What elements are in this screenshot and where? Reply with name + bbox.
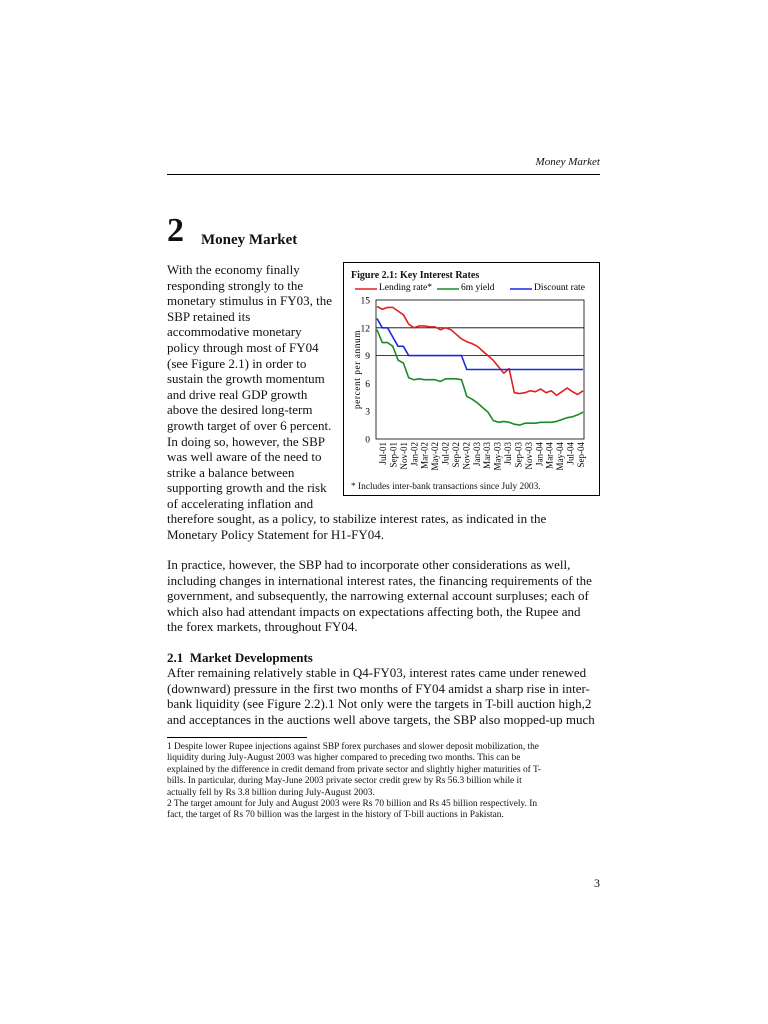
x-tick-label: Nov-01 (398, 442, 409, 470)
series-line-discount-rate (377, 319, 583, 370)
x-tick-label: Jan-02 (409, 442, 420, 466)
figure-title: Figure 2.1: Key Interest Rates (351, 270, 480, 281)
x-tick-label: Nov-02 (461, 442, 472, 470)
footnote-line: actually fell by Rs 3.8 billion during July-August 2003. (167, 787, 375, 798)
section-heading (167, 650, 313, 666)
figure-note: * Includes inter-bank transactions since July 2003. (351, 482, 541, 492)
text-line: which also had attendant impacts on expectations affecting both, the Rupee and (167, 603, 581, 619)
y-tick-label: 6 (365, 379, 370, 390)
x-tick-label: Mar-04 (544, 442, 555, 469)
text-line: therefore sought, as a policy, to stabilize interest rates, as indicated in the (167, 511, 547, 526)
text-line: supporting growth and the risk (167, 480, 327, 496)
text-line: growth target of over 6 percent. (167, 417, 332, 433)
x-tick-label: Jul-01 (378, 442, 388, 465)
legend-label: 6m yield (461, 283, 495, 293)
text-line: In practice, however, the SBP had to incorporate other considerations as well, (167, 557, 571, 572)
text-line: government, and subsequently, the narrowing external account surpluses; each of (167, 588, 589, 604)
footnote-line: explained by the difference in credit demand from private sector and slightly higher maturities of T- (167, 764, 541, 775)
y-tick-label: 12 (360, 324, 370, 335)
x-tick-label: Jul-04 (565, 442, 576, 465)
footnote-line: 2 The target amount for July and August 2003 were Rs 70 billion and Rs 45 billion respectively. In (167, 799, 538, 810)
running-head: Money Market (535, 156, 600, 168)
paragraph-3 (167, 665, 600, 727)
x-tick-label: May-03 (492, 442, 503, 471)
y-tick-label: 9 (365, 352, 370, 363)
y-axis-label: percent per annum (353, 329, 363, 410)
x-tick-label: Nov-03 (523, 442, 534, 470)
text-line: sustain the growth momentum (167, 371, 325, 387)
text-line: policy through most of FY04 (167, 339, 319, 355)
footnote-line: 1 Despite lower Rupee injections against SBP forex purchases and slower deposit mobilization, the (167, 742, 539, 752)
x-tick-label: Sep-04 (576, 442, 586, 468)
text-line: monetary stimulus in FY03, the (167, 293, 333, 309)
x-tick-label: Jul-03 (503, 442, 514, 465)
x-tick-label: Jan-03 (471, 442, 482, 466)
footnote-line: liquidity during July-August 2003 was higher compared to preceding two months. This can be (167, 753, 521, 764)
text-line: SBP retained its (167, 308, 251, 324)
text-line: above the desired long-term (167, 402, 313, 418)
chapter-number: 2 (167, 212, 184, 249)
paragraph-2 (167, 557, 600, 635)
x-tick-label: Jul-02 (440, 442, 451, 465)
text-line: and drive real GDP growth (167, 386, 308, 402)
text-line: of accelerating inflation and (167, 495, 314, 511)
text-line: was well aware of the need to (167, 449, 322, 465)
section-title: Market Developments (189, 650, 313, 665)
y-tick-label: 15 (360, 296, 370, 307)
text-line: and acceptances in the auctions well above targets, the SBP also mopped-up much (167, 711, 595, 727)
text-line: strike a balance between (167, 464, 295, 480)
x-tick-label: May-02 (430, 442, 441, 471)
text-line: With the economy finally (167, 262, 300, 277)
footnotes (167, 742, 600, 822)
x-tick-label: Sep-01 (388, 442, 399, 468)
y-tick-label: 3 (365, 407, 370, 418)
header-rule (167, 174, 600, 175)
text-line: Monetary Policy Statement for H1-FY04. (167, 526, 384, 542)
x-tick-label: Mar-02 (419, 442, 430, 469)
series-line-6m-yield (377, 330, 583, 425)
legend-label: Lending rate* (379, 283, 433, 293)
footnote-rule (167, 737, 307, 738)
legend-label: Discount rate (534, 283, 585, 293)
x-tick-label: Sep-03 (513, 442, 524, 468)
text-line: accommodative monetary (167, 324, 302, 340)
footnote-line: bills. In particular, during May-June 2003 private sector credit grew by Rs 56.3 billion while it (167, 776, 522, 787)
text-line: responding strongly to the (167, 277, 304, 293)
x-tick-label: May-04 (555, 442, 566, 471)
text-line-with-figure-ref: (see Figure 2.1) in order to (167, 355, 307, 371)
intro-paragraph (167, 262, 339, 512)
section-number: 2.1 (167, 650, 184, 665)
footnote-line: fact, the target of Rs 70 billion was the largest in the history of T-bill auctions in Pakistan. (167, 810, 504, 821)
interest-rates-chart (343, 262, 600, 496)
x-tick-label: Sep-02 (450, 442, 461, 468)
text-line: including changes in international interest rates, the financing requirements of the (167, 572, 592, 588)
text-line: In doing so, however, the SBP (167, 433, 325, 449)
page-number: 3 (594, 876, 600, 890)
y-tick-label: 0 (365, 435, 370, 446)
chapter-title: Money Market (201, 232, 298, 248)
text-line-with-footnote-refs: bank liquidity (see Figure 2.2).1 Not only were the targets in T-bill auction high,2 (167, 696, 592, 712)
series-line-lending-rate (377, 307, 583, 396)
text-line: (downward) pressure in the first two months of FY04 amidst a sharp rise in inter- (167, 680, 590, 696)
x-tick-label: Jan-04 (534, 442, 545, 466)
text-line: After remaining relatively stable in Q4-FY03, interest rates came under renewed (167, 665, 587, 680)
x-tick-label: Mar-03 (482, 442, 493, 469)
intro-continuation (167, 511, 600, 542)
text-line: the forex markets, throughout FY04. (167, 619, 358, 635)
